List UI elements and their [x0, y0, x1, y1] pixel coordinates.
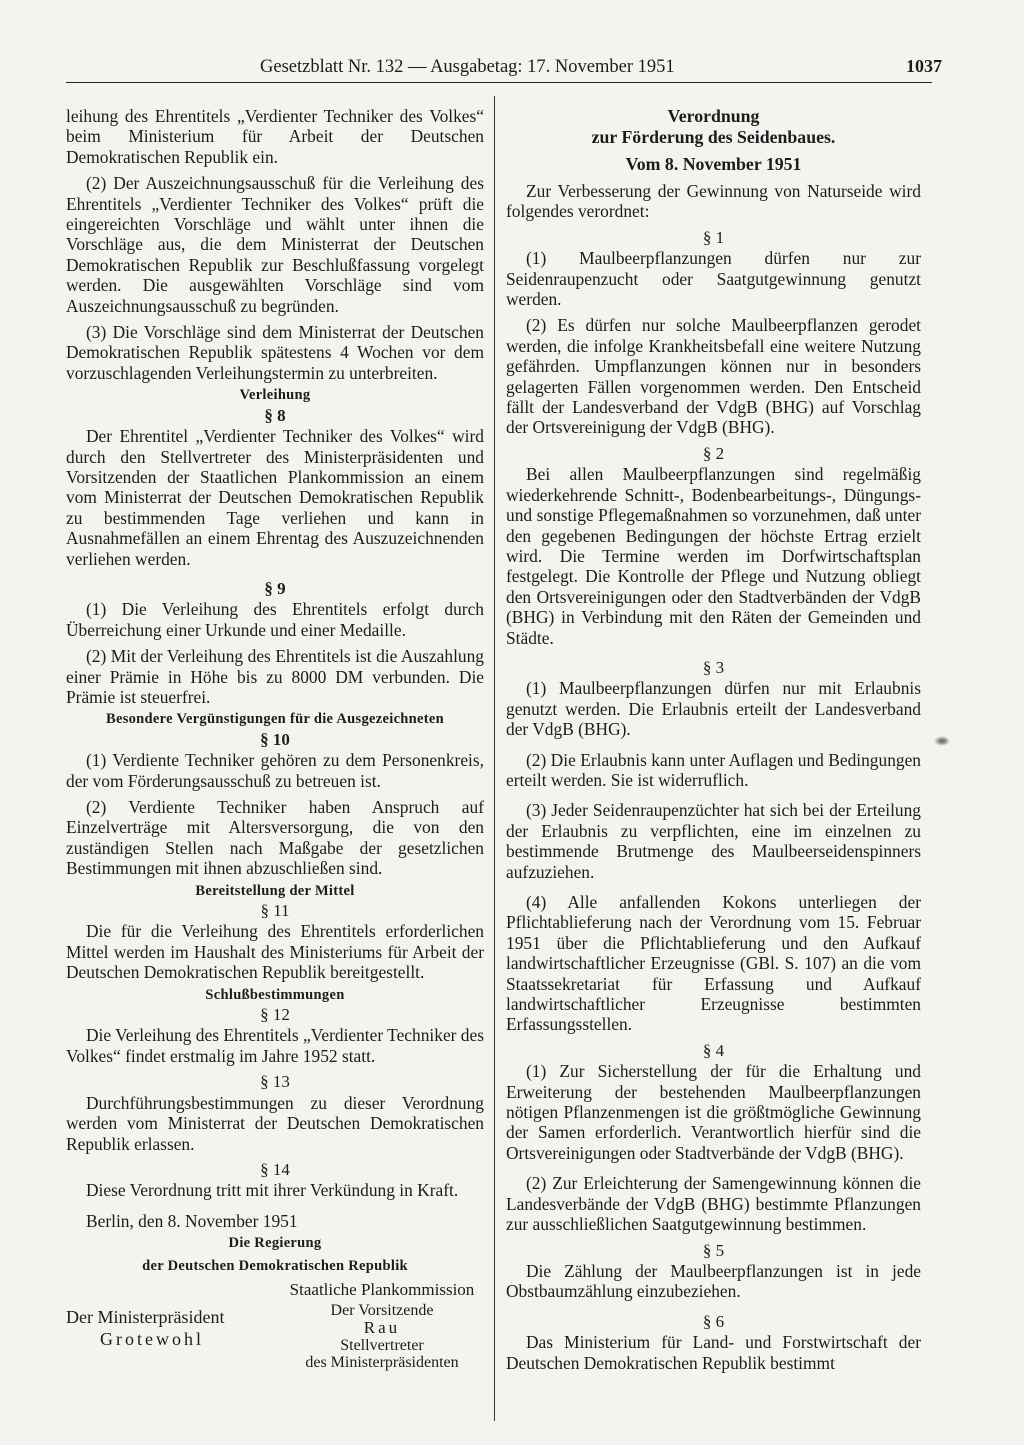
paragraph: Bei allen Maulbeerpflanzungen sind regelmäßig wiederkehrende Schnitt-, Bodenbearbeitungs-, Düngungs- und sonstige Pflegemaßnahmen so vorzunehmen, daß unter den gegebenen Bedingungen der höchste Ertrag erzielt wird. Die Termine werden im Dorfwirtschaftsplan festgelegt. Die Kontrolle der Pflege und Nutzung obliegt den Ortsvereinigungen oder den Stadtverbänden der VdgB (BHG) in Verbindung mit den Räten der Gemeinden und Städte.: [506, 464, 921, 648]
ordinance-date: Vom 8. November 1951: [625, 154, 802, 174]
prime-minister-title: Der Ministerpräsident: [66, 1306, 225, 1327]
place-date: Berlin, den 8. November 1951: [86, 1210, 298, 1231]
paragraph: (4) Alle anfallenden Kokons unterliegen der Pflichtablieferung nach der Verordnung vom 15. Februar 1951 über die Pflichtablieferung und den Aufkauf landwirtschaftlicher Erzeugnisse (GBl. S. 107) an die vom Staatssekretariat für Erfassung und Aufkauf landwirtschaftlicher Erzeugnisse bestimmten Erfassungsstellen.: [506, 892, 921, 1035]
left-column: [66, 106, 484, 1370]
paragraph: Der Ehrentitel „Verdienter Techniker des Volkes“ wird durch den Stellvertreter des Ministerpräsidenten und Vorsitzenden der Staatlichen Plankommission an einem vom Ministerrat der Deutschen Demokratischen Republik zu bestimmenden Tage verliehen und kann in Ausnahmefällen an einem Ehrentag des Auszuzeichnenden verliehen werden.: [66, 426, 484, 569]
paragraph: Die Zählung der Maulbeerpflanzungen ist in jede Obstbaumzählung einzubeziehen.: [506, 1260, 921, 1302]
paragraph: (1) Die Verleihung des Ehrentitels erfolgt durch Überreichung einer Urkunde und einer Medaille.: [66, 599, 484, 640]
paragraph: (1) Maulbeerpflanzungen dürfen nur zur Seidenraupenzucht oder Saatgutgewinnung genutzt werden.: [506, 248, 921, 310]
section-heading: Verleihung: [239, 387, 311, 404]
paragraph: (1) Verdiente Techniker gehören zu dem Personenkreis, der vom Förderungsausschuß zu betreuen ist.: [66, 750, 484, 791]
section-number: § 2: [702, 443, 725, 463]
signature-left: [66, 1306, 266, 1350]
section-number: § 5: [702, 1240, 725, 1260]
section-number: § 13: [260, 1072, 290, 1092]
section-number: § 8: [264, 405, 286, 425]
signature-right: [282, 1280, 482, 1372]
section-number: § 9: [264, 578, 286, 598]
section-heading: Schlußbestimmungen: [205, 986, 345, 1003]
paragraph: Die Verleihung des Ehrentitels „Verdienter Techniker des Volkes“ findet erstmalig im Jahre 1952 statt.: [66, 1025, 484, 1066]
paragraph: (3) Die Vorschläge sind dem Ministerrat der Deutschen Demokratischen Republik spätestens 4 Wochen vor dem vorzuschlagenden Verleihungstermin zu unterbreiten.: [66, 322, 484, 383]
section-number: § 11: [260, 901, 290, 921]
section-heading: Besondere Vergünstigungen für die Ausgezeichneten: [105, 711, 445, 728]
plan-commission: Staatliche Plankommission: [289, 1279, 475, 1299]
section-heading: Bereitstellung der Mittel: [195, 882, 355, 899]
signature-block: [66, 1280, 484, 1370]
section-number: § 1: [702, 227, 725, 247]
paragraph: Zur Verbesserung der Gewinnung von Naturseide wird folgendes verordnet:: [506, 181, 921, 222]
paragraph: (2) Es dürfen nur solche Maulbeerpflanzen gerodet werden, die infolge Krankheitsbefall eine weitere Nutzung gefährden. Umpflanzungen können nur in besonders gelagerten Fällen vorgenommen werden. Den Entscheid fällt der Landesverband der VdgB (BHG) auf Vorschlag der Ortsvereinigung der VdgB (BHG).: [506, 315, 921, 438]
section-number: § 10: [260, 729, 290, 749]
section-number: § 4: [702, 1040, 725, 1060]
government-line: Die Regierung: [228, 1235, 322, 1252]
section-number: § 3: [702, 657, 725, 677]
paragraph: (2) Die Erlaubnis kann unter Auflagen und Bedingungen erteilt werden. Sie ist widerruflich.: [506, 749, 921, 790]
paragraph: (1) Zur Sicherstellung der für die Erhaltung und Erweiterung der bestehenden Maulbeerpflanzungen nötigen Pflanzenmengen ist die größtmögliche Gewinnung der Samen erforderlich. Verantwortlich hierfür sind die Ortsvereinigungen oder Stadtverbände der VdgB (BHG).: [506, 1061, 921, 1163]
page-header: [66, 54, 942, 83]
ordinance-subtitle: zur Förderung des Seidenbaues.: [591, 127, 836, 147]
right-column: [506, 106, 921, 1373]
ordinance-title: Verordnung: [667, 106, 760, 126]
paragraph: Das Ministerium für Land- und Forstwirtschaft der Deutschen Demokratischen Republik bestimmt: [506, 1332, 921, 1373]
section-number: § 6: [702, 1311, 725, 1331]
chair-title: Der Vorsitzende: [330, 1301, 434, 1319]
section-number: § 14: [260, 1159, 290, 1179]
column-divider: [494, 96, 495, 1421]
paragraph: leihung des Ehrentitels „Verdienter Techniker des Volkes“ beim Ministerium für Arbeit der Deutschen Demokratischen Republik ein.: [66, 106, 484, 167]
paragraph: (1) Maulbeerpflanzungen dürfen nur mit Erlaubnis genutzt werden. Die Erlaubnis erteilt der Landesverband der VdgB (BHG).: [506, 678, 921, 740]
deputy-line: des Ministerpräsidenten: [305, 1354, 459, 1372]
government-line: der Deutschen Demokratischen Republik: [142, 1257, 408, 1274]
paragraph: (2) Mit der Verleihung des Ehrentitels ist die Auszahlung einer Prämie in Höhe bis zu 8000 DM verbunden. Die Prämie ist steuerfrei.: [66, 646, 484, 707]
paragraph: (2) Verdiente Techniker haben Anspruch auf Einzelverträge mit Altersversorgung, die von den zuständigen Stellen nach Maßgabe der gesetzlichen Bestimmungen mit ihnen abzuschließen sind.: [66, 797, 484, 879]
deputy-line: Stellvertreter: [340, 1336, 424, 1354]
header-title: Gesetzblatt Nr. 132 — Ausgabetag: 17. November 1951: [260, 57, 675, 77]
section-number: § 12: [260, 1005, 290, 1025]
paragraph: (2) Zur Erleichterung der Samengewinnung können die Landesverbände der VdgB (BHG) bestimmte Pflanzungen zur ausschließlichen Saatgutgewinnung bestimmen.: [506, 1173, 921, 1235]
paragraph: Die für die Verleihung des Ehrentitels erforderlichen Mittel werden im Haushalt des Ministeriums für Arbeit der Deutschen Demokratischen Republik bereitgestellt.: [66, 921, 484, 983]
chair-name: Rau: [363, 1318, 401, 1338]
prime-minister-name: Grotewohl: [100, 1328, 204, 1349]
paragraph: (3) Jeder Seidenraupenzüchter hat sich bei der Erteilung der Erlaubnis zu verpflichten, eine im einzelnen zu bestimmende Brutmenge des Maulbeerseidenspinners aufzuziehen.: [506, 800, 921, 882]
paragraph: Durchführungsbestimmungen zu dieser Verordnung werden vom Ministerrat der Deutschen Demokratischen Republik erlassen.: [66, 1092, 484, 1154]
page-number: 1037: [906, 56, 942, 76]
paragraph: (2) Der Auszeichnungsausschuß für die Verleihung des Ehrentitels „Verdienter Techniker des Volkes“ prüft die eingereichten Vorschläge und wählt unter ihnen die Vorschläge aus, die dem Ministerrat der Deutschen Demokratischen Republik zur Beschlußfassung vorgelegt werden. Die ausgewählten Vorschläge sind vom Auszeichnungsausschuß zu begründen.: [66, 173, 484, 316]
paragraph: Diese Verordnung tritt mit ihrer Verkündung in Kraft.: [86, 1180, 459, 1201]
ink-smudge: [934, 736, 950, 746]
